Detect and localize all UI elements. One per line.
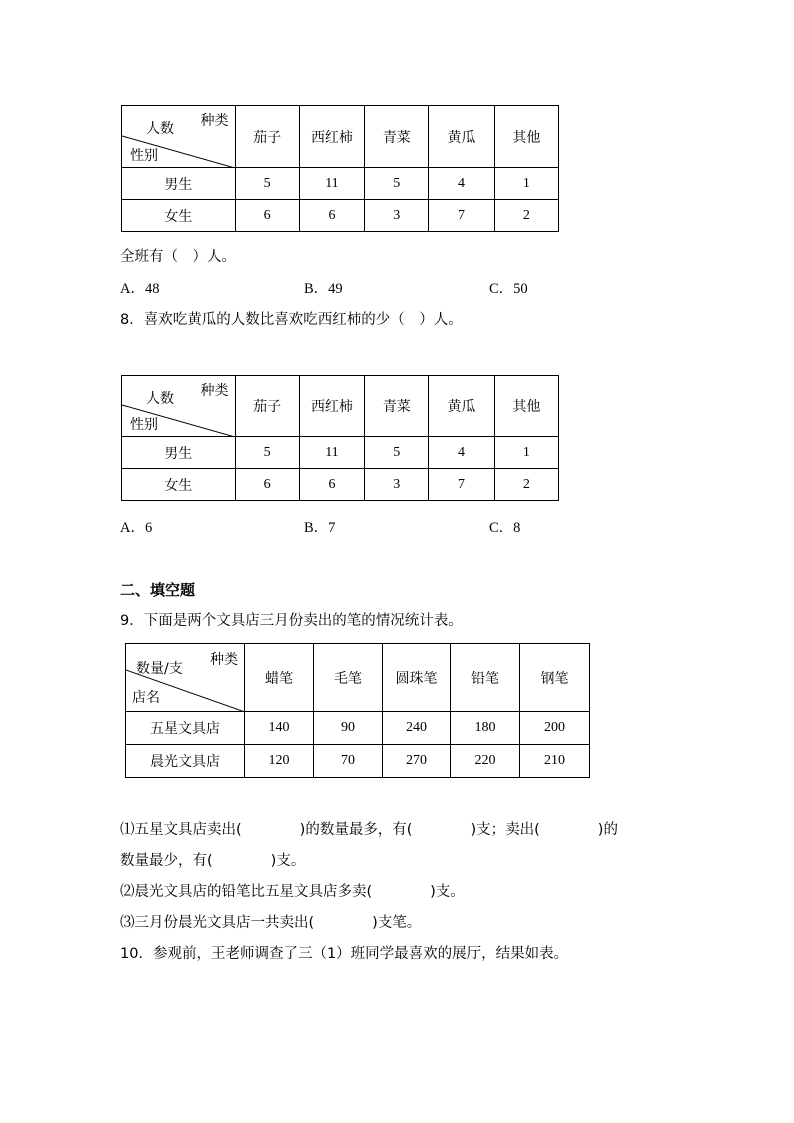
- question-8-stem: 8．喜欢吃黄瓜的人数比喜欢吃西红柿的少（ ）人。: [120, 312, 463, 328]
- table-row: [122, 437, 559, 469]
- corner-middle-label: 人数: [146, 391, 174, 407]
- column-header: 西红柿: [299, 376, 364, 437]
- corner-top-label: 种类: [200, 113, 229, 129]
- column-header: 黄瓜: [429, 376, 494, 437]
- column-header: 钢笔: [520, 644, 590, 712]
- corner-top-label: 种类: [200, 383, 229, 399]
- table-corner-header: [122, 376, 236, 437]
- table-cell: 200: [520, 712, 590, 745]
- column-header: 铅笔: [451, 644, 520, 712]
- column-header: 其他: [494, 106, 558, 168]
- table-corner-header: [126, 644, 245, 712]
- table-row: [126, 745, 590, 778]
- option-c[interactable]: C．8: [489, 520, 521, 536]
- table-cell: 180: [451, 712, 520, 745]
- row-label: 女生: [122, 200, 236, 232]
- table-cell: 3: [365, 469, 429, 501]
- question-9-sub3: ⑶三月份晨光文具店一共卖出( )支笔。: [120, 915, 422, 931]
- table-cell: 6: [235, 200, 299, 232]
- option-c[interactable]: C．50: [489, 281, 528, 297]
- table-cell: 120: [245, 745, 314, 778]
- corner-top-label: 种类: [210, 652, 238, 668]
- row-label: 女生: [122, 469, 236, 501]
- table-cell: 7: [429, 469, 494, 501]
- column-header: 其他: [494, 376, 558, 437]
- table-cell: 7: [429, 200, 494, 232]
- table-cell: 4: [429, 437, 494, 469]
- table-cell: 6: [299, 200, 364, 232]
- option-a[interactable]: A．48: [120, 281, 160, 297]
- table-cell: 6: [299, 469, 364, 501]
- table-cell: 11: [299, 168, 364, 200]
- table-row: [122, 469, 559, 501]
- row-label: 晨光文具店: [126, 745, 245, 778]
- table-cell: 4: [429, 168, 494, 200]
- table-row: [126, 712, 590, 745]
- table-row: [122, 200, 559, 232]
- column-header: 毛笔: [314, 644, 383, 712]
- row-label: 五星文具店: [126, 712, 245, 745]
- column-header: 青菜: [365, 376, 429, 437]
- column-header: 黄瓜: [429, 106, 494, 168]
- row-label: 男生: [122, 168, 236, 200]
- question-9-sub1-line2: 数量最少，有( )支。: [120, 853, 306, 869]
- table-cell: 220: [451, 745, 520, 778]
- question-9-sub2: ⑵晨光文具店的铅笔比五星文具店多卖( )支。: [120, 884, 465, 900]
- option-b[interactable]: B．49: [304, 281, 343, 297]
- corner-bottom-label: 性别: [130, 148, 158, 164]
- table-cell: 1: [494, 168, 558, 200]
- option-a[interactable]: A．6: [120, 520, 153, 536]
- option-b[interactable]: B．7: [304, 520, 336, 536]
- table-cell: 70: [314, 745, 383, 778]
- vegetable-table-1: [121, 105, 559, 232]
- table-cell: 3: [365, 200, 429, 232]
- corner-middle-label: 人数: [146, 121, 174, 137]
- table-row: [122, 168, 559, 200]
- question-9-stem: 9．下面是两个文具店三月份卖出的笔的情况统计表。: [120, 613, 463, 629]
- table-cell: 1: [494, 437, 558, 469]
- table-cell: 11: [299, 437, 364, 469]
- table-cell: 5: [235, 437, 299, 469]
- table-cell: 5: [235, 168, 299, 200]
- table-cell: 90: [314, 712, 383, 745]
- table-cell: 210: [520, 745, 590, 778]
- column-header: 蜡笔: [245, 644, 314, 712]
- table-cell: 2: [494, 469, 558, 501]
- column-header: 西红柿: [299, 106, 364, 168]
- column-header: 圆珠笔: [383, 644, 451, 712]
- table-cell: 6: [235, 469, 299, 501]
- column-header: 青菜: [365, 106, 429, 168]
- pen-sales-table: [125, 643, 590, 778]
- question-9-sub1-line1: ⑴五星文具店卖出( )的数量最多，有( )支；卖出( )的: [120, 822, 618, 838]
- question-7-stem: 全班有（ ）人。: [120, 249, 236, 265]
- row-label: 男生: [122, 437, 236, 469]
- corner-middle-label: 数量/支: [136, 661, 183, 677]
- table-cell: 140: [245, 712, 314, 745]
- column-header: 茄子: [235, 106, 299, 168]
- column-header: 茄子: [235, 376, 299, 437]
- table-corner-header: [122, 106, 236, 168]
- table-cell: 5: [365, 168, 429, 200]
- table-cell: 240: [383, 712, 451, 745]
- vegetable-table-2: [121, 375, 559, 501]
- question-10-stem: 10．参观前，王老师调查了三（1）班同学最喜欢的展厅，结果如表。: [120, 946, 569, 962]
- corner-bottom-label: 性别: [130, 417, 158, 433]
- corner-bottom-label: 店名: [132, 690, 160, 706]
- section-heading: 二、填空题: [120, 581, 196, 599]
- table-cell: 270: [383, 745, 451, 778]
- table-cell: 2: [494, 200, 558, 232]
- table-cell: 5: [365, 437, 429, 469]
